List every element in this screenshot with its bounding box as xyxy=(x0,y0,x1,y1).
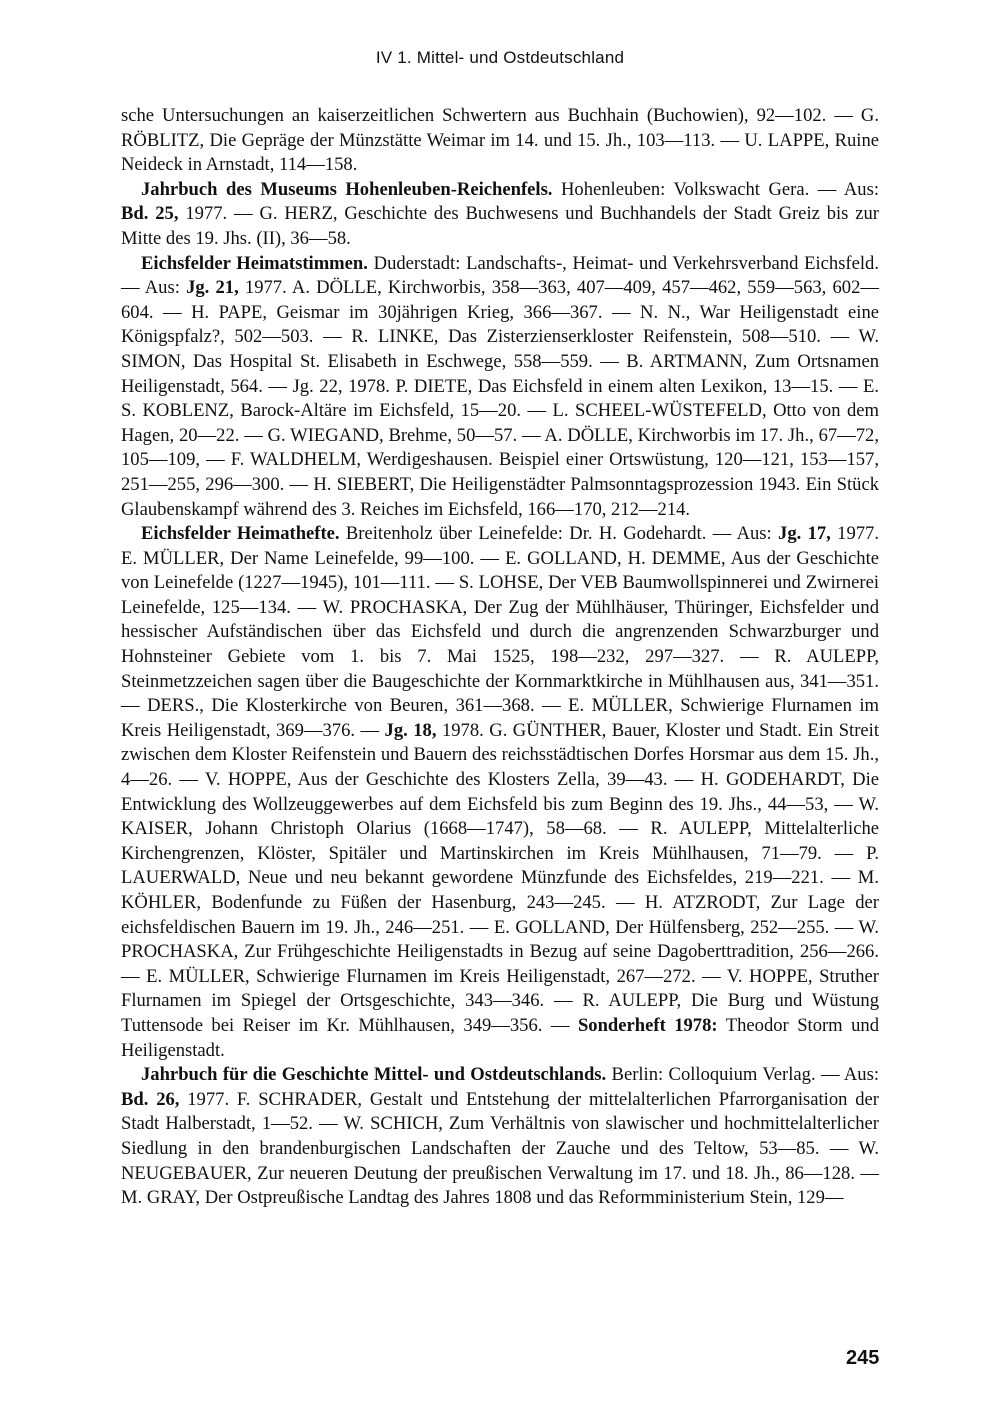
journal-title: Eichsfelder Heimatstimmen. xyxy=(141,252,368,274)
entry-text: 1977. F. SCHRADER, Gestalt und Entstehung der mittelalterlichen Pfarrorganisation der Stadt Halberstadt, 1—52. — W. SCHICH, Zum Verhältnis von slawischer und hochmittelalterlicher Siedlung in den brandenburgischen Landschaften der Zauche und des Teltow, 53—85. — W. NEUGEBAUER, Zur neueren Deutung der preußischen Verwaltung im 17. und 18. Jh., 86—128. — M. GRAY, Der Ostpreußische Landtag des Jahres 1808 und das Reformministerium Stein, 129— xyxy=(121,1088,879,1209)
entry-text: 1977. E. MÜLLER, Der Name Leinefelde, 99—100. — E. GOLLAND, H. DEMME, Aus der Geschichte von Leinefelde (1227—1945), 101—111. — S. LOHSE, Der VEB Baumwollspinnerei und Zwirnerei Leinefelde, 125—134. — W. PROCHASKA, Der Zug der Mühlhäuser, Thüringer, Eichsfelder und hessischer Aufständischen über das Eichsfeld und durch die angrenzenden Schwarzburger und Hohnsteiner Gebiete vom 1. bis 7. Mai 1525, 198—232, 297—327. — R. AULEPP, Steinmetzzeichen sagen über die Baugeschichte der Kornmarktkirche in Mühlhausen aus, 341—351. — DERS., Die Klosterkirche von Beuren, 361—368. — E. MÜLLER, Schwierige Flurnamen im Kreis Heiligenstadt, 369—376. — xyxy=(121,523,879,741)
entry-text: Duderstadt: Landschafts-, Heimat- und Verkehrsverband Eichsfeld. — Aus: xyxy=(121,252,879,299)
entry-text: Theodor Storm und Heiligenstadt. xyxy=(121,1014,879,1061)
entry-text: 1978. G. GÜNTHER, Bauer, Kloster und Stadt. Ein Streit zwischen dem Kloster Reifenstein und Bauern des reichsstädtischen Dorfes Horsmar aus dem 15. Jh., 4—26. — V. HOPPE, Aus der Geschichte des Klosters Zella, 39—43. — H. GODEHARDT, Die Entwicklung des Wollzeuggewerbes auf dem Eichsfeld bis zum Beginn des 19. Jhs., 44—53, — W. KAISER, Johann Christoph Olarius (1668—1747), 58—68. — R. AULEPP, Mittelalterliche Kirchengrenzen, Klöster, Spitäler und Martinskirchen im Kreis Mühlhausen, 71—79. — P. LAUERWALD, Neue und neu bekannt gewordene Münzfunde des Eichsfeldes, 219—221. — M. KÖHLER, Bodenfunde zu Füßen der Hasenburg, 243—245. — H. ATZRODT, Zur Lage der eichsfeldischen Bauern im 19. Jh., 246—251. — E. GOLLAND, Der Hülfensberg, 252—255. — W. PROCHASKA, Zur Frühgeschichte Heiligenstadts in Bezug auf seine Dagoberttradition, 256—266. — E. MÜLLER, Schwierige Flurnamen im Kreis Heiligenstadt, 267—272. — V. HOPPE, Struther Flurnamen im Spiegel der Ortsgeschichte, 343—346. — R. AULEPP, Die Burg und Wüstung Tuttensode bei Reiser im Kr. Mühlhausen, 349—356. — xyxy=(121,719,879,1036)
running-title: IV 1. Mittel- und Ostdeutschland xyxy=(375,48,625,67)
running-header xyxy=(0,48,1000,68)
entry-text: Breitenholz über Leinefelde: Dr. H. Godehardt. — Aus: xyxy=(339,523,779,545)
journal-title: Jahrbuch für die Geschichte Mittel- und Ostdeutschlands. xyxy=(141,1064,607,1086)
volume-label: Jg. 21, xyxy=(186,277,239,299)
volume-label: Bd. 25, xyxy=(121,203,179,225)
entry-jahrbuch-mittel-ost xyxy=(121,1063,879,1211)
volume-label: Bd. 26, xyxy=(121,1088,180,1110)
journal-title: Eichsfelder Heimathefte. xyxy=(141,523,340,545)
page-number: 245 xyxy=(846,1347,880,1369)
entry-text: Hohenleuben: Volkswacht Gera. — Aus: xyxy=(552,178,879,200)
entry-heimatstimmen xyxy=(121,252,879,523)
volume-label: Jg. 17, xyxy=(778,523,831,545)
bibliography-text xyxy=(121,104,879,1211)
entry-heimathefte xyxy=(121,522,879,1063)
entry-text: 1977. — G. HERZ, Geschichte des Buchwesens und Buchhandels der Stadt Greiz bis zur Mitte des 19. Jhs. (II), 36—58. xyxy=(121,203,879,249)
special-issue-label: Sonderheft 1978: xyxy=(577,1014,718,1036)
entry-continuation: sche Untersuchungen an kaiserzeitlichen Schwertern aus Buchhain (Buchowien), 92—102. — G. RÖBLITZ, Die Gepräge der Münzstätte Weimar im 14. und 15. Jh., 103—113. — U. LAPPE, Ruine Neideck in Arnstadt, 114—158. xyxy=(121,105,879,176)
journal-title: Jahrbuch des Museums Hohenleuben-Reichenfels. xyxy=(141,178,553,200)
entry-hohenleuben xyxy=(121,178,879,252)
entry-text: Berlin: Colloquium Verlag. — Aus: xyxy=(606,1064,880,1086)
entry-text: 1977. A. DÖLLE, Kirchworbis, 358—363, 407—409, 457—462, 559—563, 602—604. — H. PAPE, Geismar im 30jährigen Krieg, 366—367. — N. N., War Heiligenstadt eine Königspfalz?, 502—503. — R. LINKE, Das Zisterzienserkloster Reifenstein, 508—510. — W. SIMON, Das Hospital St. Elisabeth in Eschwege, 558—559. — B. ARTMANN, Zum Ortsnamen Heiligenstadt, 564. — Jg. 22, 1978. P. DIETE, Das Eichsfeld in einem alten Lexikon, 13—15. — E. S. KOBLENZ, Barock-Altäre im Eichsfeld, 15—20. — L. SCHEEL-WÜSTEFELD, Otto von dem Hagen, 20—22. — G. WIEGAND, Brehme, 50—57. — A. DÖLLE, Kirchworbis im 17. Jh., 67—72, 105—109, — F. WALDHELM, Werdigeshausen. Beispiel einer Ortswüstung, 120—121, 153—157, 251—255, 296—300. — H. SIEBERT, Die Heiligenstädter Palmsonntagsprozession 1943. Ein Stück Glaubenskampf während des 3. Reiches im Eichsfeld, 166—170, 212—214. xyxy=(121,277,879,520)
volume-label: Jg. 18, xyxy=(384,719,437,741)
